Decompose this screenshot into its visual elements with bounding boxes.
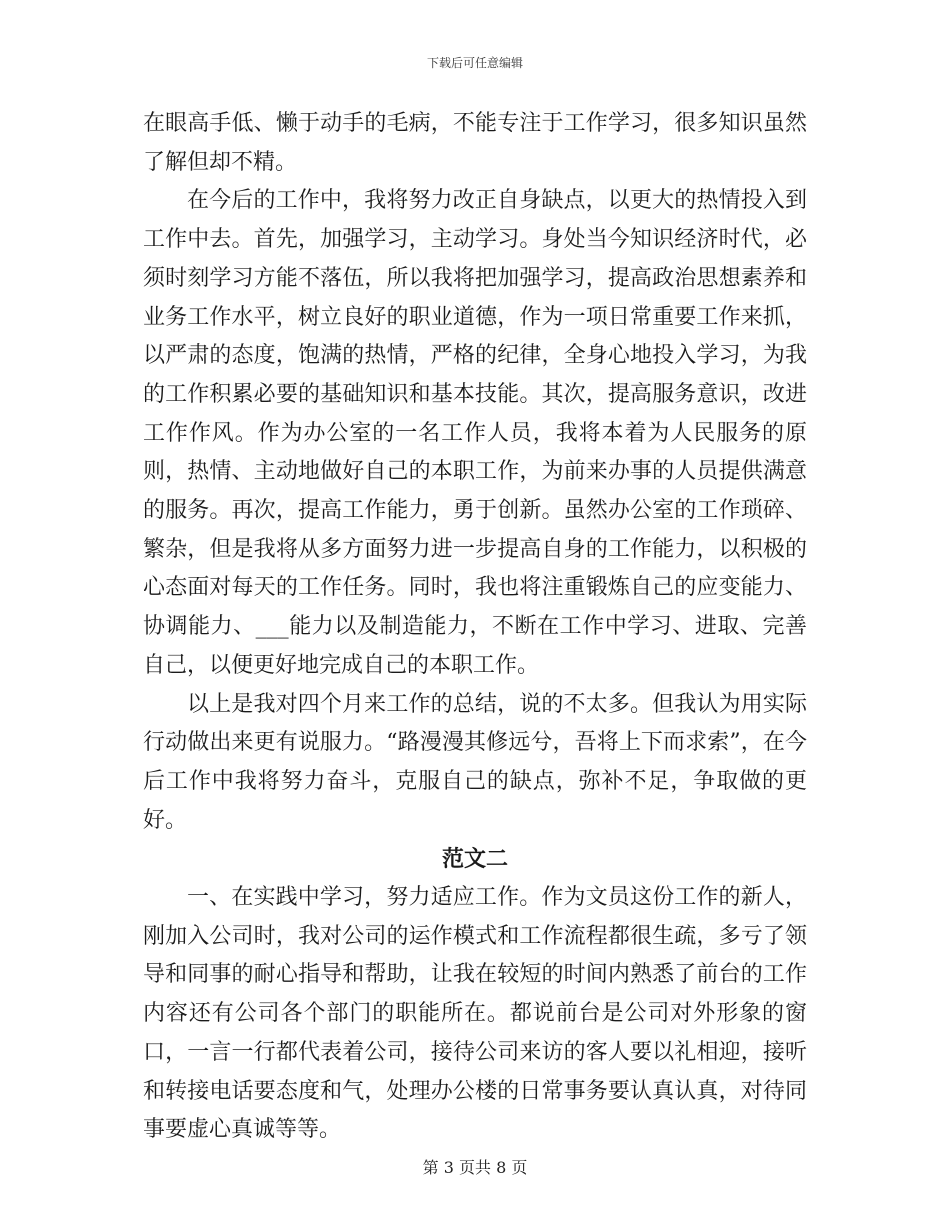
document-body xyxy=(143,105,807,1150)
page-footer: 第 3 页共 8 页 xyxy=(422,1158,528,1177)
paragraph-summary: 以上是我对四个月来工作的总结，说的不太多。但我认为用实际行动做出来更有说服力。“路漫漫其修远兮，吾将上下而求索”，在今后工作中我将努力奋斗，克服自己的缺点，弥补不足，争取做的更好。 xyxy=(143,691,807,833)
paragraph-continued: 在眼高手低、懒于动手的毛病，不能专注于工作学习，很多知识虽然了解但却不精。 xyxy=(143,111,807,175)
paragraph-sample-two: 一、在实践中学习，努力适应工作。作为文员这份工作的新人，刚加入公司时，我对公司的运作模式和工作流程都很生疏，多亏了领导和同事的耐心指导和帮助，让我在较短的时间内熟悉了前台的工作内容还有公司各个部门的职能所在。都说前台是公司对外形象的窗口，一言一行都代表着公司，接待公司来访的客人要以礼相迎，接听和转接电话要态度和气，处理办公楼的日常事务要认真认真，对待同事要虚心真诚等等。 xyxy=(143,885,807,1143)
paragraph-improvement-plan: 在今后的工作中，我将努力改正自身缺点，以更大的热情投入到工作中去。首先，加强学习，主动学习。身处当今知识经济时代，必须时刻学习方能不落伍，所以我将把加强学习，提高政治思想素养和业务工作水平，树立良好的职业道德，作为一项日常重要工作来抓，以严肃的态度，饱满的热情，严格的纪律，全身心地投入学习，为我的工作积累必要的基础知识和基本技能。其次，提高服务意识，改进工作作风。作为办公室的一名工作人员，我将本着为人民服务的原则，热情、主动地做好自己的本职工作，为前来办事的人员提供满意的服务。再次，提高工作能力，勇于创新。虽然办公室的工作琐碎、繁杂，但是我将从多方面努力进一步提高自身的工作能力，以积极的心态面对每天的工作任务。同时，我也将注重锻炼自己的应变能力、协调能力、___能力以及制造能力，不断在工作中学习、进取、完善自己，以便更好地完成自己的本职工作。 xyxy=(143,188,807,678)
page-header: 下载后可任意编辑 xyxy=(426,56,523,70)
section-title: 范文二 xyxy=(441,846,508,873)
